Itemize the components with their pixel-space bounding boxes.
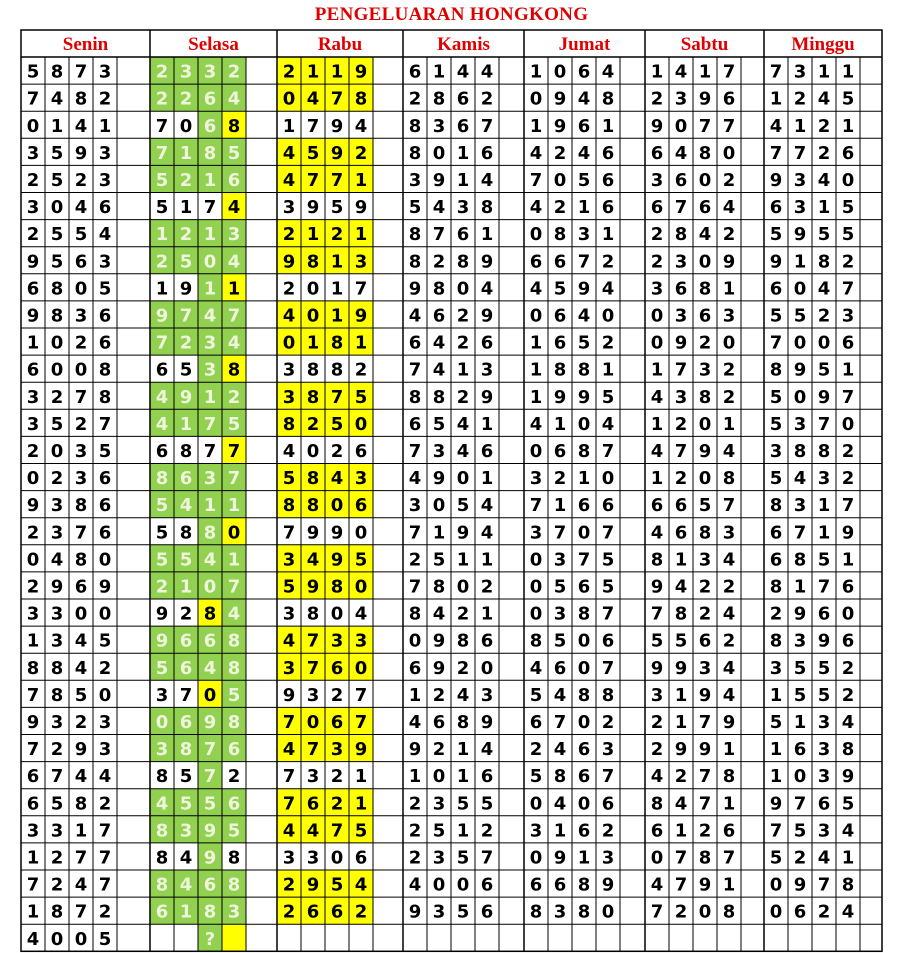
result-number: 3 3 1 7 [26, 820, 112, 842]
result-number: 2 0 3 5 [26, 440, 112, 462]
result-number: 6 9 2 0 [408, 657, 494, 679]
result-number: 4 0 0 5 [26, 928, 112, 950]
result-number: 4 3 8 2 [650, 386, 736, 408]
result-number: 7 1 9 4 [408, 522, 494, 544]
result-number: 2 9 5 4 [282, 874, 368, 896]
result-number: 3 0 5 4 [408, 495, 494, 517]
result-number: 5 8 6 7 [529, 766, 615, 788]
result-number: 0 7 8 7 [650, 847, 736, 869]
result-number: 7 2 9 3 [26, 739, 112, 761]
result-number: 0 4 0 6 [529, 793, 615, 815]
result-number: 4 5 9 4 [529, 278, 615, 300]
result-number: 2 3 5 5 [408, 793, 494, 815]
result-number: 2 5 0 4 [155, 251, 241, 273]
pending-result: ? [204, 928, 216, 950]
result-number: 8 2 8 9 [408, 251, 494, 273]
result-number: 0 9 7 8 [769, 874, 855, 896]
result-number: 6 4 2 6 [408, 332, 494, 354]
result-number: 0 9 1 3 [529, 847, 615, 869]
result-number: 7 2 0 8 [650, 901, 736, 923]
result-number: 5 5 6 2 [650, 630, 736, 652]
result-number: 1 2 0 8 [650, 468, 736, 490]
result-number: 9 2 8 4 [155, 603, 241, 625]
result-number: 8 1 7 6 [769, 576, 855, 598]
day-header-kamis: Kamis [437, 34, 490, 55]
result-number: 0 1 8 1 [282, 332, 368, 354]
result-number: 6 0 4 7 [769, 278, 855, 300]
result-number: 1 9 1 1 [155, 278, 241, 300]
result-number: 9 3 2 7 [282, 684, 368, 706]
result-number: 1 8 7 2 [26, 901, 112, 923]
result-number: 8 7 6 1 [408, 224, 494, 246]
result-number: 2 3 0 9 [650, 251, 736, 273]
result-number: 6 8 5 1 [769, 549, 855, 571]
result-number: 7 7 2 6 [769, 142, 855, 164]
result-number: 1 4 1 7 [650, 61, 736, 83]
result-number: 1 7 3 2 [650, 359, 736, 381]
result-number: 5 4 3 2 [769, 468, 855, 490]
result-number: 8 1 3 4 [650, 549, 736, 571]
result-number: 0 4 8 0 [26, 549, 112, 571]
result-number: 8 5 7 2 [155, 766, 241, 788]
result-number: 3 2 1 0 [529, 468, 615, 490]
result-number: 4 1 7 5 [155, 413, 241, 435]
result-number: 4 7 9 4 [650, 440, 736, 462]
result-number: 4 0 0 6 [408, 874, 494, 896]
result-number: 6 7 6 4 [650, 197, 736, 219]
result-number: 1 8 8 1 [529, 359, 615, 381]
result-number: 2 3 3 2 [155, 61, 241, 83]
result-number: 9 5 6 3 [26, 251, 112, 273]
result-number: 0 3 6 3 [650, 305, 736, 327]
result-number: 8 6 3 7 [155, 468, 241, 490]
result-number: 0 9 4 8 [529, 88, 615, 110]
result-number: 4 0 1 9 [282, 305, 368, 327]
result-number: 4 7 7 1 [282, 169, 368, 191]
result-number: 7 3 2 1 [282, 766, 368, 788]
result-number: 5 4 3 8 [408, 197, 494, 219]
result-number: 7 8 5 0 [26, 684, 112, 706]
result-number: 1 2 4 5 [769, 88, 855, 110]
result-number: 9 3 4 0 [769, 169, 855, 191]
result-number: 8 9 5 1 [769, 359, 855, 381]
day-header-jumat: Jumat [558, 34, 611, 55]
page-title: PENGELUARAN HONGKONG [314, 4, 589, 25]
result-number: 3 5 2 7 [26, 413, 112, 435]
result-number: 0 3 7 5 [529, 549, 615, 571]
result-number: 5 5 4 1 [155, 549, 241, 571]
result-number: 8 3 8 0 [529, 901, 615, 923]
result-number: 8 0 1 6 [408, 142, 494, 164]
result-number: 8 3 9 6 [769, 630, 855, 652]
cell-highlight [222, 924, 246, 951]
result-number: 3 5 5 2 [769, 657, 855, 679]
result-number: 3 8 8 2 [769, 440, 855, 462]
result-number: 3 3 0 6 [282, 847, 368, 869]
result-number: 1 9 9 5 [529, 386, 615, 408]
result-number: 6 5 3 8 [155, 359, 241, 381]
result-number: 7 1 6 6 [529, 495, 615, 517]
result-number: 2 1 2 1 [282, 224, 368, 246]
result-number: 7 0 0 6 [769, 332, 855, 354]
result-number: 5 4 8 8 [529, 684, 615, 706]
result-number: 2 8 4 2 [650, 224, 736, 246]
result-number: 2 1 0 7 [155, 576, 241, 598]
result-number: 6 7 0 2 [529, 711, 615, 733]
result-number: 3 8 0 4 [282, 603, 368, 625]
day-header-sabtu: Sabtu [680, 34, 729, 55]
result-number: 4 2 4 6 [529, 142, 615, 164]
result-number: 1 7 9 4 [282, 115, 368, 137]
result-number: 4 2 1 6 [529, 197, 615, 219]
result-number: 5 2 4 1 [769, 847, 855, 869]
result-number: 7 9 9 0 [282, 522, 368, 544]
result-number: 1 2 1 3 [155, 224, 241, 246]
result-number: 3 8 8 2 [282, 359, 368, 381]
result-number: 0 5 6 5 [529, 576, 615, 598]
result-number: 6 8 7 7 [155, 440, 241, 462]
result-number: 5 3 7 0 [769, 413, 855, 435]
result-number: 2 1 1 9 [282, 61, 368, 83]
result-number: 4 1 2 1 [769, 115, 855, 137]
result-number: 2 9 6 0 [769, 603, 855, 625]
result-number: 4 6 2 9 [408, 305, 494, 327]
result-number: 3 5 9 3 [26, 142, 112, 164]
result-number: 6 3 1 5 [769, 197, 855, 219]
result-number: 7 8 2 4 [650, 603, 736, 625]
result-number: 7 4 1 3 [408, 359, 494, 381]
result-number: 5 5 2 3 [769, 305, 855, 327]
result-number: 7 3 4 6 [408, 440, 494, 462]
result-number: 8 4 7 1 [650, 793, 736, 815]
result-number: 2 5 1 1 [408, 549, 494, 571]
result-number: 6 1 2 6 [650, 820, 736, 842]
result-number: 9 2 1 4 [408, 739, 494, 761]
result-number: 3 6 8 1 [650, 278, 736, 300]
result-number: 2 5 2 3 [26, 169, 112, 191]
result-number: 0 8 3 1 [529, 224, 615, 246]
result-number: 9 9 3 4 [650, 657, 736, 679]
result-number: 2 8 6 2 [408, 88, 494, 110]
result-number: 8 2 5 0 [282, 413, 368, 435]
result-number: 9 3 8 6 [26, 495, 112, 517]
day-header-minggu: Minggu [791, 34, 855, 55]
result-number: 1 0 1 6 [408, 766, 494, 788]
result-number: 5 8 4 3 [282, 468, 368, 490]
result-number: 6 0 0 8 [26, 359, 112, 381]
result-number: 5 8 8 0 [155, 522, 241, 544]
result-number: 1 9 6 1 [529, 115, 615, 137]
result-number: 9 7 6 5 [769, 793, 855, 815]
result-number: 8 4 2 1 [408, 603, 494, 625]
result-number: 2 1 7 9 [650, 711, 736, 733]
result-number: 9 0 7 7 [650, 115, 736, 137]
result-number: 1 6 5 2 [529, 332, 615, 354]
result-number: 7 8 0 2 [408, 576, 494, 598]
day-header-senin: Senin [62, 34, 109, 55]
result-number: 1 3 4 5 [26, 630, 112, 652]
result-number: 6 6 7 2 [529, 251, 615, 273]
result-number: 3 9 1 4 [408, 169, 494, 191]
result-number: 4 1 0 4 [529, 413, 615, 435]
result-number: 9 3 5 6 [408, 901, 494, 923]
result-number: 4 6 0 7 [529, 657, 615, 679]
result-number: 8 4 9 8 [155, 847, 241, 869]
result-number: 7 2 4 7 [26, 874, 112, 896]
result-number: 0 3 8 7 [529, 603, 615, 625]
result-number: 2 0 1 7 [282, 278, 368, 300]
result-number: 7 6 2 1 [282, 793, 368, 815]
result-number: 4 6 8 9 [408, 711, 494, 733]
result-number: 2 5 5 4 [26, 224, 112, 246]
result-number: 9 8 0 4 [408, 278, 494, 300]
result-number: 8 3 6 7 [408, 115, 494, 137]
result-number: 6 1 8 3 [155, 901, 241, 923]
result-number: 5 6 4 8 [155, 657, 241, 679]
result-number: 3 2 7 8 [26, 386, 112, 408]
result-number: 1 2 7 7 [26, 847, 112, 869]
result-number: 5 1 7 4 [155, 197, 241, 219]
result-number: 0 1 4 1 [26, 115, 112, 137]
result-number: 9 7 4 7 [155, 305, 241, 327]
result-number: 1 0 3 9 [769, 766, 855, 788]
result-number: 4 6 8 3 [650, 522, 736, 544]
result-number: 3 9 5 9 [282, 197, 368, 219]
result-number: 5 2 1 6 [155, 169, 241, 191]
result-number: 3 8 7 5 [282, 386, 368, 408]
result-number: 8 4 6 8 [155, 874, 241, 896]
result-number: 1 2 0 1 [650, 413, 736, 435]
result-number: 6 7 1 9 [769, 522, 855, 544]
result-number: 4 5 5 6 [155, 793, 241, 815]
result-number: 1 0 2 6 [26, 332, 112, 354]
result-number: 1 2 4 3 [408, 684, 494, 706]
result-number: 9 8 1 3 [282, 251, 368, 273]
result-number: 4 4 7 5 [282, 820, 368, 842]
result-number: 6 6 8 9 [529, 874, 615, 896]
result-number: 0 9 2 0 [650, 332, 736, 354]
result-number: 9 1 8 2 [769, 251, 855, 273]
result-number: 0 6 4 0 [529, 305, 615, 327]
result-number: 2 3 5 7 [408, 847, 494, 869]
result-number: 7 1 8 5 [155, 142, 241, 164]
result-number: 8 8 2 9 [408, 386, 494, 408]
day-header-selasa: Selasa [188, 34, 239, 55]
result-number: 4 9 0 1 [408, 468, 494, 490]
result-number: 3 7 6 0 [282, 657, 368, 679]
result-number: 4 0 2 6 [282, 440, 368, 462]
result-number: 0 4 7 8 [282, 88, 368, 110]
day-header-rabu: Rabu [317, 34, 363, 55]
result-number: 9 8 3 6 [26, 305, 112, 327]
result-number: 6 5 8 2 [26, 793, 112, 815]
result-number: 5 1 3 4 [769, 711, 855, 733]
result-number: 3 8 7 6 [155, 739, 241, 761]
result-number: 2 3 9 6 [650, 88, 736, 110]
result-number: 3 1 9 4 [650, 684, 736, 706]
result-number: 5 4 1 1 [155, 495, 241, 517]
result-number: 7 2 3 4 [155, 332, 241, 354]
result-number: 2 5 1 2 [408, 820, 494, 842]
result-number: 0 6 8 7 [529, 440, 615, 462]
result-number: 2 3 7 6 [26, 522, 112, 544]
result-number: 8 3 9 5 [155, 820, 241, 842]
result-number: 5 9 8 0 [282, 576, 368, 598]
result-number: 6 1 4 4 [408, 61, 494, 83]
result-number: 3 4 9 5 [282, 549, 368, 571]
result-number: 1 5 5 2 [769, 684, 855, 706]
result-number: 8 3 1 7 [769, 495, 855, 517]
result-number: 8 5 0 6 [529, 630, 615, 652]
result-number: 6 5 4 1 [408, 413, 494, 435]
result-number: 3 7 0 5 [155, 684, 241, 706]
result-number: 3 1 6 2 [529, 820, 615, 842]
result-number: 3 7 0 7 [529, 522, 615, 544]
result-number: 5 9 5 5 [769, 224, 855, 246]
result-number: 9 4 2 2 [650, 576, 736, 598]
result-number: 4 9 1 2 [155, 386, 241, 408]
result-number: 3 3 0 0 [26, 603, 112, 625]
result-number: 4 5 9 2 [282, 142, 368, 164]
result-number: 2 6 6 2 [282, 901, 368, 923]
result-number: 4 2 7 8 [650, 766, 736, 788]
result-number: 7 4 8 2 [26, 88, 112, 110]
result-number: 1 6 3 8 [769, 739, 855, 761]
result-number: 7 0 5 6 [529, 169, 615, 191]
result-number: 7 0 6 8 [155, 115, 241, 137]
result-number: 7 3 1 1 [769, 61, 855, 83]
result-number: 6 4 8 0 [650, 142, 736, 164]
result-number: 6 6 5 7 [650, 495, 736, 517]
result-number: 7 5 3 4 [769, 820, 855, 842]
result-number: 4 7 3 3 [282, 630, 368, 652]
result-number: 1 0 6 4 [529, 61, 615, 83]
result-number: 5 8 7 3 [26, 61, 112, 83]
result-number: 0 9 8 6 [408, 630, 494, 652]
result-number: 6 8 0 5 [26, 278, 112, 300]
result-number: 0 6 2 4 [769, 901, 855, 923]
result-number: 3 0 4 6 [26, 197, 112, 219]
result-number: 2 9 6 9 [26, 576, 112, 598]
result-number: 0 6 9 8 [155, 711, 241, 733]
result-number: 4 7 9 1 [650, 874, 736, 896]
result-number: 5 0 9 7 [769, 386, 855, 408]
result-number: 3 6 0 2 [650, 169, 736, 191]
result-number: 8 8 0 6 [282, 495, 368, 517]
result-number: 2 4 6 3 [529, 739, 615, 761]
result-number: 4 7 3 9 [282, 739, 368, 761]
result-number: 8 8 4 2 [26, 657, 112, 679]
result-number: 7 0 6 7 [282, 711, 368, 733]
result-number: 0 2 3 6 [26, 468, 112, 490]
result-number: 2 9 9 1 [650, 739, 736, 761]
result-number: 2 2 6 4 [155, 88, 241, 110]
result-number: 6 7 4 4 [26, 766, 112, 788]
result-number: 9 6 6 8 [155, 630, 241, 652]
result-number: 9 3 2 3 [26, 711, 112, 733]
